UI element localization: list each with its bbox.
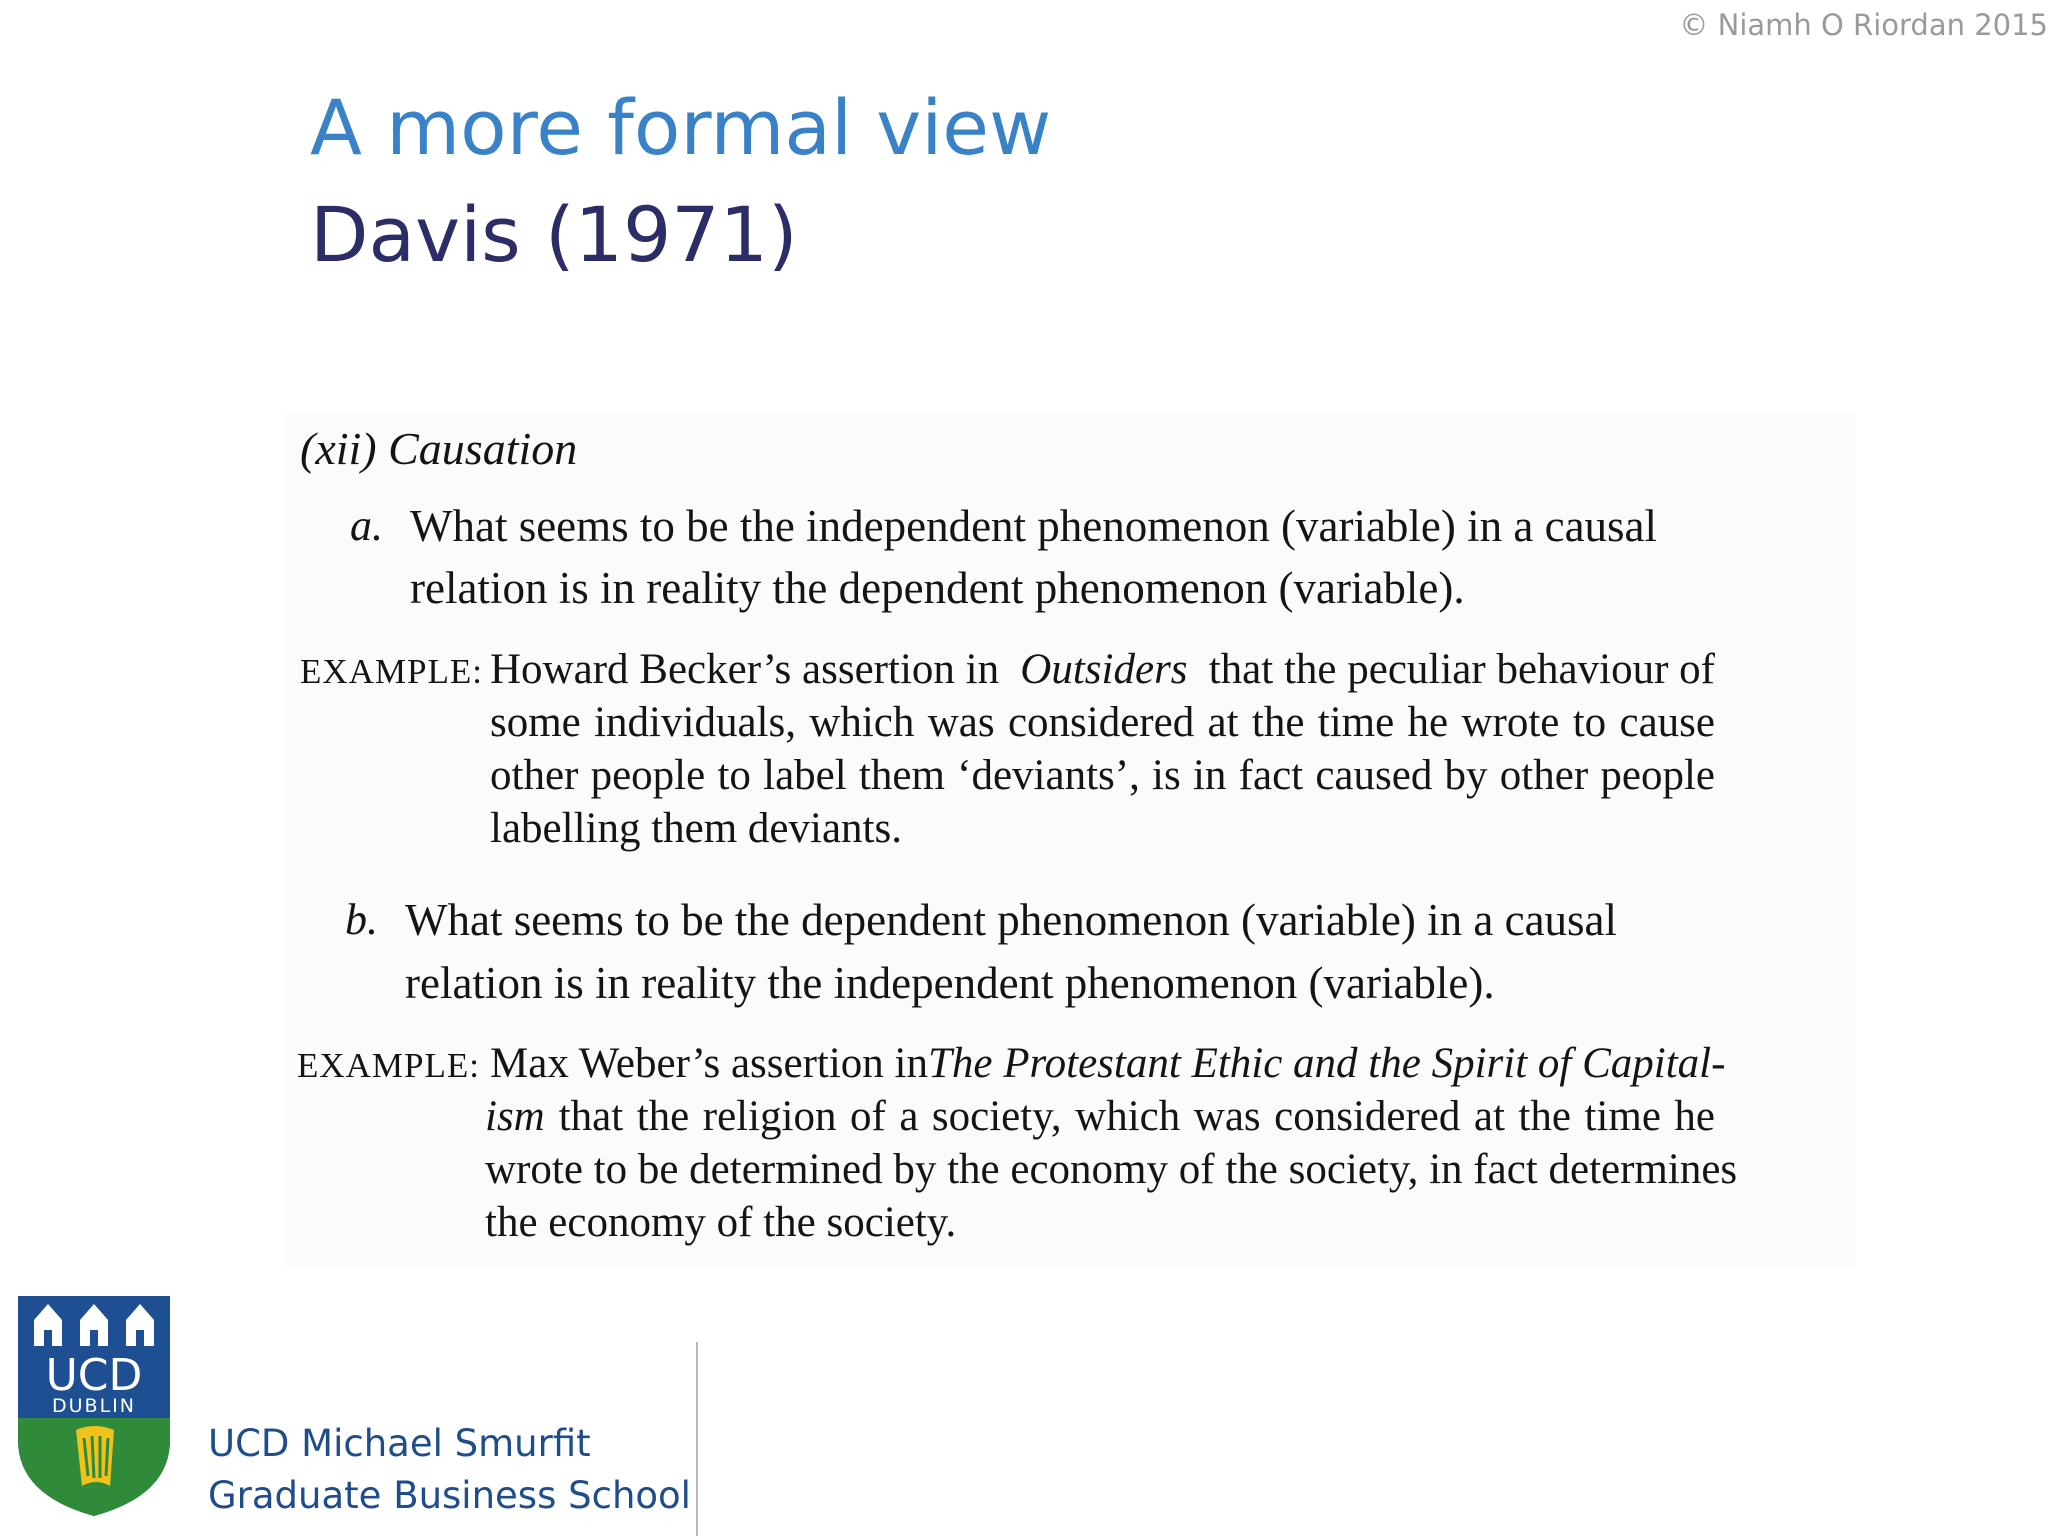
footer-divider <box>696 1342 698 1536</box>
school-name-line-1: UCD Michael Smurfit <box>208 1422 591 1465</box>
logo-ucd-text: UCD <box>45 1350 143 1401</box>
example-b-line-3: wrote to be determined by the economy of the society, in fact determines <box>485 1146 1738 1193</box>
slide-title: A more formal view <box>310 83 1052 172</box>
example-a-line-3: other people to label them ‘deviants’, is in fact caused by other people <box>490 752 1715 799</box>
slide-subtitle: Davis (1971) <box>310 190 798 279</box>
ucd-crest-icon <box>14 1290 174 1520</box>
item-a-line-2: relation is in reality the dependent phenomenon (variable). <box>410 563 1465 613</box>
example-b-text-cont: that the religion of a society, which was considered at the time he <box>558 1093 1715 1140</box>
book-excerpt <box>285 412 1855 1267</box>
example-b-book-title: The Protestant Ethic and the Spirit of Capital- <box>928 1040 1726 1087</box>
example-a-text-start: Howard Becker’s assertion in <box>490 646 1000 693</box>
item-b-line-2: relation is in reality the independent phenomenon (variable). <box>405 958 1495 1008</box>
logo-dublin-text: DUBLIN <box>52 1395 136 1417</box>
section-heading: (xii) Causation <box>300 423 578 474</box>
example-b-line-4: the economy of the society. <box>485 1199 957 1246</box>
school-name <box>208 1418 691 1522</box>
item-a-line-1: What seems to be the independent phenomenon (variable) in a causal <box>410 501 1658 551</box>
example-a-line-2: some individuals, which was considered at the time he wrote to cause <box>490 699 1715 746</box>
example-b-line-1 <box>490 1039 1726 1088</box>
example-a-label: EXAMPLE: <box>300 652 483 691</box>
example-b-line-2 <box>485 1092 1715 1141</box>
example-b-label: EXAMPLE: <box>297 1046 480 1085</box>
harp-icon <box>76 1426 114 1486</box>
example-a-book-title: Outsiders <box>1020 646 1188 693</box>
item-a-marker: a. <box>350 501 383 550</box>
example-a-line-1 <box>490 645 1715 694</box>
example-a-text-end: that the peculiar behaviour of <box>1208 646 1715 693</box>
ucd-logo <box>14 1290 174 1520</box>
example-a-line-4: labelling them deviants. <box>490 805 902 852</box>
item-b-marker: b. <box>345 895 378 944</box>
copyright-notice: © Niamh O Riordan 2015 <box>1679 8 2048 42</box>
school-name-line-2: Graduate Business School <box>208 1474 691 1517</box>
item-b-line-1: What seems to be the dependent phenomenon (variable) in a causal <box>405 895 1618 945</box>
example-b-book-title-end: ism <box>485 1093 545 1140</box>
example-b-text-start: Max Weber’s assertion in <box>490 1040 928 1087</box>
